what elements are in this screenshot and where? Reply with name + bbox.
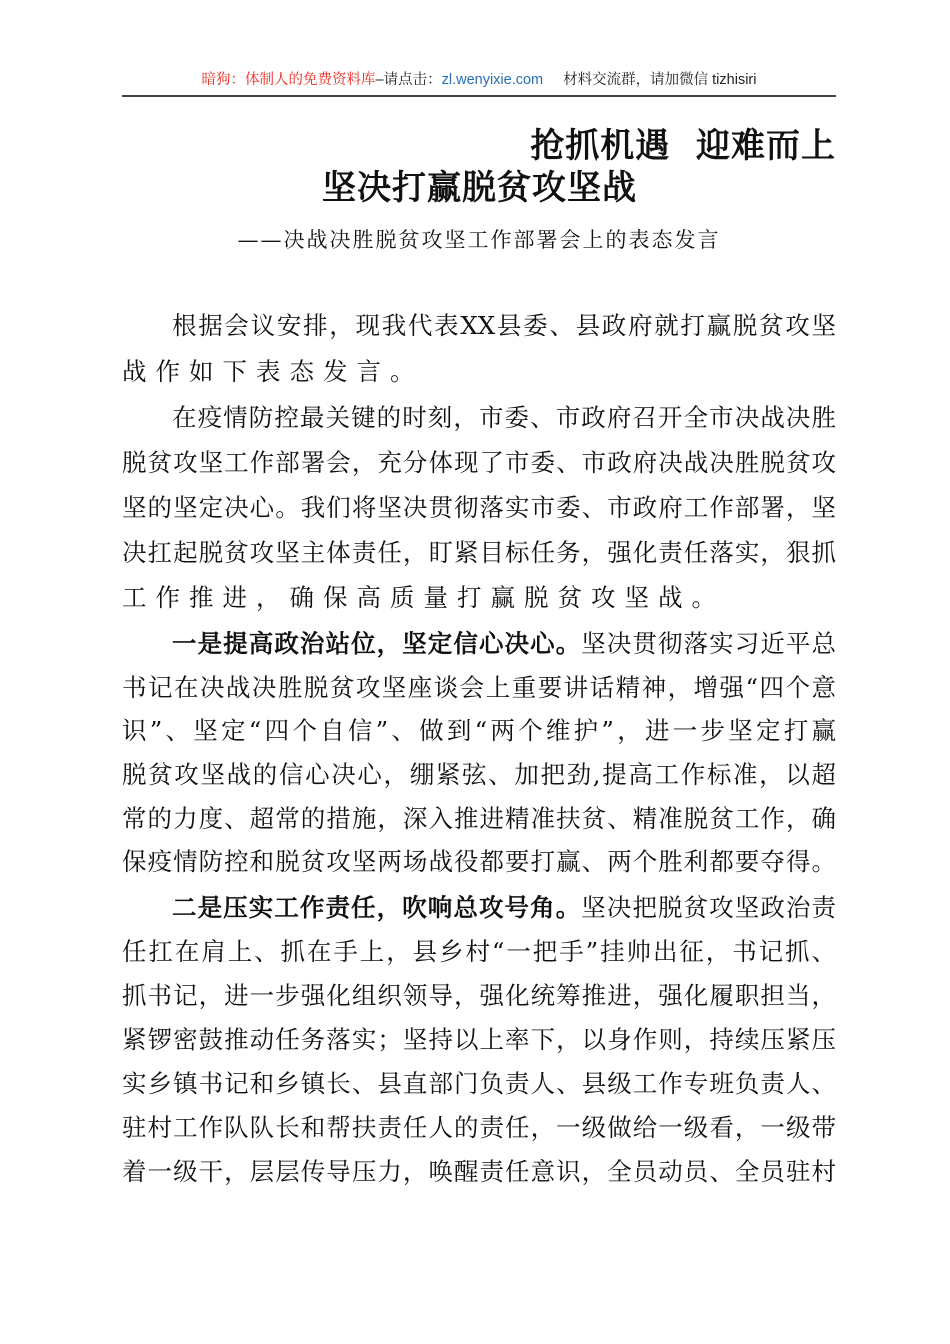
paragraph-3-line-4: 脱贫攻坚战的信心决心，绷紧弦、加把劲,提高工作标准，以超 — [122, 760, 836, 789]
paragraph-3-line-3: 识”、坚定“四个自信”、做到“两个维护”，进一步坚定打赢 — [122, 716, 836, 745]
watermark-header — [122, 66, 836, 94]
paragraph-2-line-3: 坚的坚定决心。我们将坚决贯彻落实市委、市政府工作部署，坚 — [122, 493, 836, 522]
paragraph-2-line-5: 工作推进，确保高质量打赢脱贫攻坚战。 — [122, 583, 725, 612]
paragraph-1-line-2: 战作如下表态发言。 — [122, 357, 424, 386]
title-line-1: 抢抓机遇 迎难而上 — [530, 126, 836, 166]
paragraph-2-line-4: 决扛起脱贫攻坚主体责任，盯紧目标任务，强化责任落实，狠抓 — [122, 538, 836, 567]
paragraph-4-line-7: 着一级干，层层传导压力，唤醒责任意识，全员动员、全员驻村 — [122, 1157, 836, 1186]
brand-text: 暗狗：体制人的免费资料库 — [201, 72, 376, 88]
paragraph-3-line-6: 保疫情防控和脱贫攻坚两场战役都要打赢、两个胜利都要夺得。 — [122, 847, 836, 876]
paragraph-4-lead: 二是压实工作责任，吹响总攻号角。 — [172, 893, 582, 922]
paragraph-2-line-1: 在疫情防控最关键的时刻，市委、市政府召开全市决战决胜 — [172, 403, 836, 432]
title-line-2: 坚决打赢脱贫攻坚战 — [322, 168, 637, 208]
click-prefix: –请点击： — [375, 72, 442, 88]
subtitle: ——决战决胜脱贫攻坚工作部署会上的表态发言 — [237, 228, 721, 252]
header-divider — [122, 95, 836, 97]
paragraph-3-line-1-text: 坚决贯彻落实习近平总 — [581, 629, 837, 658]
paragraph-1-line-1: 根据会议安排，现我代表XX县委、县政府就打赢脱贫攻坚 — [172, 311, 836, 340]
paragraph-4-line-2: 任扛在肩上、抓在手上，县乡村“一把手”挂帅出征，书记抓、 — [122, 937, 836, 966]
paragraph-4-line-5: 实乡镇书记和乡镇长、县直部门负责人、县级工作专班负责人、 — [122, 1069, 836, 1098]
paragraph-3-line-1 — [122, 627, 836, 661]
paragraph-4-line-1 — [122, 891, 836, 925]
group-text: 材料交流群，请加微信 tizhisiri — [563, 72, 757, 88]
paragraph-3-line-5: 常的力度、超常的措施，深入推进精准扶贫、精准脱贫工作，确 — [122, 804, 836, 833]
paragraph-3-line-2: 书记在决战决胜脱贫攻坚座谈会上重要讲话精神，增强“四个意 — [122, 673, 836, 702]
paragraph-4-line-3: 抓书记，进一步强化组织领导，强化统筹推进，强化履职担当， — [122, 981, 836, 1010]
website-link[interactable]: zl.wenyixie.com — [441, 72, 544, 88]
paragraph-2-line-2: 脱贫攻坚工作部署会，充分体现了市委、市政府决战决胜脱贫攻 — [122, 448, 836, 477]
paragraph-3-lead: 一是提高政治站位，坚定信心决心。 — [172, 629, 582, 658]
paragraph-4-line-4: 紧锣密鼓推动任务落实；坚持以上率下，以身作则，持续压紧压 — [122, 1025, 836, 1054]
paragraph-4-line-1-text: 坚决把脱贫攻坚政治责 — [581, 893, 837, 922]
paragraph-4-line-6: 驻村工作队队长和帮扶责任人的责任，一级做给一级看，一级带 — [122, 1113, 836, 1142]
